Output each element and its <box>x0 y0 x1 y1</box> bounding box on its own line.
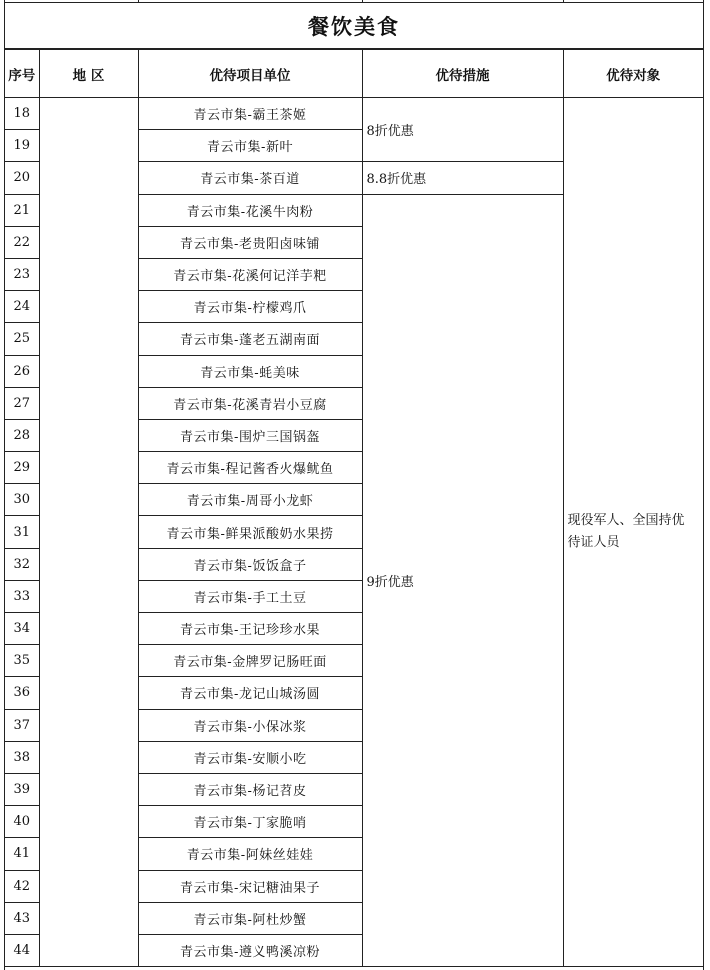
row-unit: 青云市集-安顺小吃 <box>138 741 362 773</box>
header-row <box>5 50 703 98</box>
row-unit: 青云市集-龙记山城汤圆 <box>138 677 362 709</box>
row-seq: 36 <box>5 677 39 709</box>
header-seq: 序号 <box>5 50 39 98</box>
row-seq: 22 <box>5 226 39 258</box>
header-unit: 优待项目单位 <box>138 50 362 98</box>
header-measure: 优待措施 <box>362 50 563 98</box>
row-seq: 38 <box>5 741 39 773</box>
row-unit: 青云市集-老贵阳卤味铺 <box>138 226 362 258</box>
row-unit: 青云市集-阿杜炒蟹 <box>138 902 362 934</box>
row-seq: 23 <box>5 258 39 290</box>
row-unit: 青云市集-金牌罗记肠旺面 <box>138 645 362 677</box>
row-seq: 20 <box>5 162 39 194</box>
row-unit: 青云市集-蚝美味 <box>138 355 362 387</box>
row-unit: 青云市集-鲜果派酸奶水果捞 <box>138 516 362 548</box>
row-unit: 青云市集-花溪牛肉粉 <box>138 194 362 226</box>
row-unit: 青云市集-柠檬鸡爪 <box>138 291 362 323</box>
row-unit: 青云市集-饭饭盒子 <box>138 548 362 580</box>
row-unit: 青云市集-手工土豆 <box>138 580 362 612</box>
row-unit: 青云市集-周哥小龙虾 <box>138 484 362 516</box>
header-target: 优待对象 <box>563 50 703 98</box>
benefit-table <box>5 49 703 967</box>
row-seq: 24 <box>5 291 39 323</box>
row-unit: 青云市集-小保冰浆 <box>138 709 362 741</box>
row-seq: 19 <box>5 130 39 162</box>
row-seq: 32 <box>5 548 39 580</box>
measure-cell: 9折优惠 <box>362 194 563 967</box>
header-region: 地 区 <box>39 50 138 98</box>
row-seq: 40 <box>5 806 39 838</box>
row-unit: 青云市集-霸王茶姬 <box>138 98 362 130</box>
table-row <box>5 98 703 130</box>
row-seq: 41 <box>5 838 39 870</box>
sheet <box>4 0 704 970</box>
row-unit: 青云市集-杨记苕皮 <box>138 773 362 805</box>
row-seq: 27 <box>5 387 39 419</box>
row-unit: 青云市集-阿妹丝娃娃 <box>138 838 362 870</box>
row-seq: 28 <box>5 419 39 451</box>
row-seq: 30 <box>5 484 39 516</box>
target-cell: 现役军人、全国持优待证人员 <box>563 98 703 967</box>
row-unit: 青云市集-花溪何记洋芋粑 <box>138 258 362 290</box>
row-unit: 青云市集-围炉三国锅盔 <box>138 419 362 451</box>
row-unit: 青云市集-宋记糖油果子 <box>138 870 362 902</box>
row-unit: 青云市集-茶百道 <box>138 162 362 194</box>
row-unit: 青云市集-丁家脆哨 <box>138 806 362 838</box>
measure-cell: 8折优惠 <box>362 98 563 162</box>
row-seq: 25 <box>5 323 39 355</box>
row-unit: 青云市集-花溪青岩小豆腐 <box>138 387 362 419</box>
row-unit: 青云市集-王记珍珍水果 <box>138 613 362 645</box>
row-seq: 39 <box>5 773 39 805</box>
row-unit: 青云市集-遵义鸭溪凉粉 <box>138 934 362 966</box>
row-seq: 43 <box>5 902 39 934</box>
row-seq: 37 <box>5 709 39 741</box>
row-seq: 42 <box>5 870 39 902</box>
row-unit: 青云市集-蓬老五湖南面 <box>138 323 362 355</box>
row-seq: 29 <box>5 452 39 484</box>
row-seq: 33 <box>5 580 39 612</box>
region-cell <box>39 98 138 967</box>
row-unit: 青云市集-新叶 <box>138 130 362 162</box>
table-title: 餐饮美食 <box>5 2 703 49</box>
row-seq: 44 <box>5 934 39 966</box>
row-seq: 26 <box>5 355 39 387</box>
row-seq: 21 <box>5 194 39 226</box>
row-seq: 34 <box>5 613 39 645</box>
row-seq: 18 <box>5 98 39 130</box>
measure-cell: 8.8折优惠 <box>362 162 563 194</box>
row-seq: 35 <box>5 645 39 677</box>
row-unit: 青云市集-程记酱香火爆鱿鱼 <box>138 452 362 484</box>
row-seq: 31 <box>5 516 39 548</box>
